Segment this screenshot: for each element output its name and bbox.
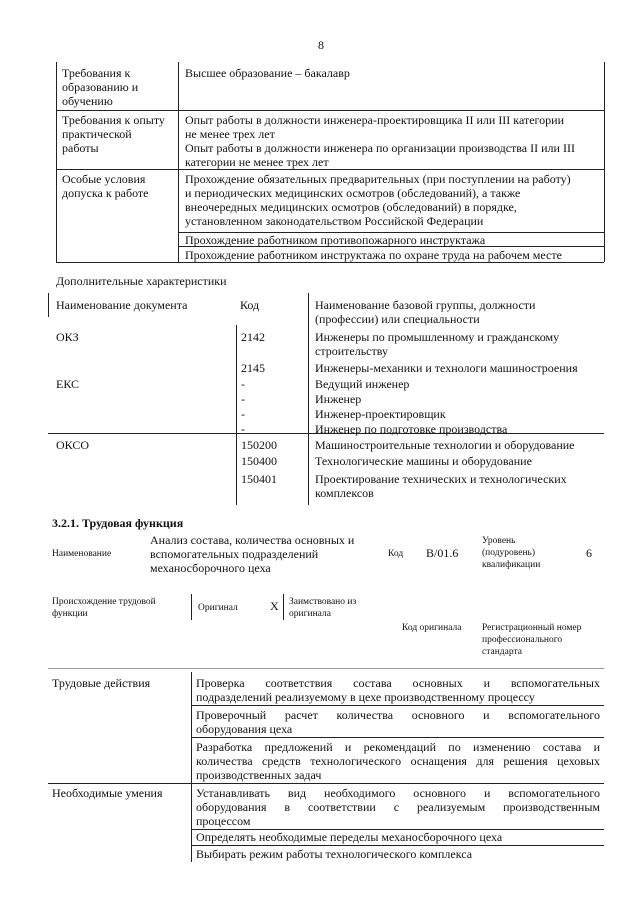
- table-row-code: 150400: [241, 454, 277, 468]
- table-row-name: Технологические машины и оборудование: [315, 454, 532, 468]
- original-mark: X: [270, 599, 279, 613]
- table-row-code: 2142: [241, 330, 265, 344]
- table-row-doc: ОКЗ: [56, 330, 79, 344]
- table-row-code: -: [241, 392, 245, 406]
- table-row-code: 150401: [241, 472, 277, 486]
- action-item-cont: подразделений реализуемому в цехе производственному процессу: [196, 690, 535, 704]
- table-row-code: -: [241, 407, 245, 421]
- skill-item: Устанавливать вид необходимого основного и вспомогательного: [196, 786, 600, 800]
- original-label: Оригинал: [198, 603, 238, 613]
- table-row-name: Проектирование технических и технологических комплексов: [315, 472, 567, 500]
- edu-value: Высшее образование – бакалавр: [185, 66, 350, 80]
- safety-briefing: Прохождение работником инструктажа по охране труда на рабочем месте: [185, 248, 562, 262]
- reg-number-label: Регистрационный номер профессионального стандарта: [482, 623, 582, 657]
- action-item-cont: оборудования цеха: [196, 722, 293, 736]
- table-row-doc: ОКСО: [56, 438, 90, 452]
- borrowed-label: Заимствовано из оригинала: [289, 597, 357, 619]
- edu-label: Требования к образованию и обучению: [62, 66, 139, 108]
- table-row-name: Ведущий инженер: [315, 377, 410, 391]
- function-name: Анализ состава, количества основных и вспомогательных подразделений механосборочного цеха: [150, 533, 355, 575]
- skill-item-cont: процессом: [196, 814, 251, 828]
- function-heading: 3.2.1. Трудовая функция: [52, 516, 184, 530]
- action-item: Разработка предложений и рекомендаций по изменению состава и: [196, 740, 600, 754]
- table-row-code: -: [241, 422, 245, 436]
- table-row-name: Инженер-проектировщик: [315, 407, 446, 421]
- col-header-name: Наименование базовой группы, должности (профессии) или специальности: [315, 298, 536, 326]
- action-item: Проверочный расчет количества основного и вспомогательного: [196, 708, 600, 722]
- col-header-code: Код: [240, 298, 260, 312]
- name-label: Наименование: [52, 549, 112, 559]
- table-row-code: -: [241, 377, 245, 391]
- special-conditions-values: Прохождение обязательных предварительных (при поступлении на работу) и периодических медицинских осмотров (обследований), а также внеочередных медицинских осмотров (обследований) в порядке, установленном законодательством Российской Федерации: [185, 172, 571, 228]
- skill-item: Определять необходимые переделы механосборочного цеха: [196, 830, 503, 844]
- experience-values: Опыт работы в должности инженера-проектировщика II или III категории не менее трех лет Опыт работы в должности инженера по организации производства II или III категории не менее трех лет: [185, 113, 575, 169]
- code-label: Код: [388, 549, 404, 559]
- skills-label: Необходимые умения: [52, 786, 163, 800]
- code-original-label: Код оригинала: [402, 623, 462, 633]
- fire-briefing: Прохождение работником противопожарного инструктажа: [185, 233, 486, 247]
- table-row-doc: ЕКС: [56, 377, 80, 391]
- table-row-code: 2145: [241, 361, 265, 375]
- table-row-name: Инженеры-механики и технологи машиностроения: [315, 361, 578, 375]
- table-row-name: Машиностроительные технологии и оборудование: [315, 438, 575, 452]
- level-value: 6: [586, 546, 592, 560]
- page-number: 8: [318, 38, 324, 52]
- table-row-name: Инженер по подготовке производства: [315, 422, 508, 436]
- skill-item-cont: оборудования в соответствии с реализуемым производственным: [196, 800, 600, 814]
- action-item-cont: количества средств технологического оснащения для решения цеховых: [196, 754, 600, 768]
- extra-heading: Дополнительные характеристики: [56, 274, 227, 288]
- experience-label: Требования к опыту практической работы: [62, 113, 165, 155]
- action-item: Проверка соответствия состава основных и вспомогательных: [196, 676, 600, 690]
- table-row-code: 150200: [241, 438, 277, 452]
- special-conditions-label: Особые условия допуска к работе: [62, 172, 149, 200]
- table-row-name: Инженер: [315, 392, 362, 406]
- actions-label: Трудовые действия: [52, 676, 151, 690]
- level-label: Уровень (подуровень) квалификации: [482, 536, 541, 570]
- skill-item: Выбирать режим работы технологического комплекса: [196, 847, 473, 861]
- origin-label: Происхождение трудовой функции: [52, 597, 156, 619]
- code-value: B/01.6: [426, 546, 459, 560]
- table-row-name: Инженеры по промышленному и гражданскому строительству: [315, 330, 560, 358]
- action-item-cont: производственных задач: [196, 768, 322, 782]
- col-header-document: Наименование документа: [56, 298, 188, 312]
